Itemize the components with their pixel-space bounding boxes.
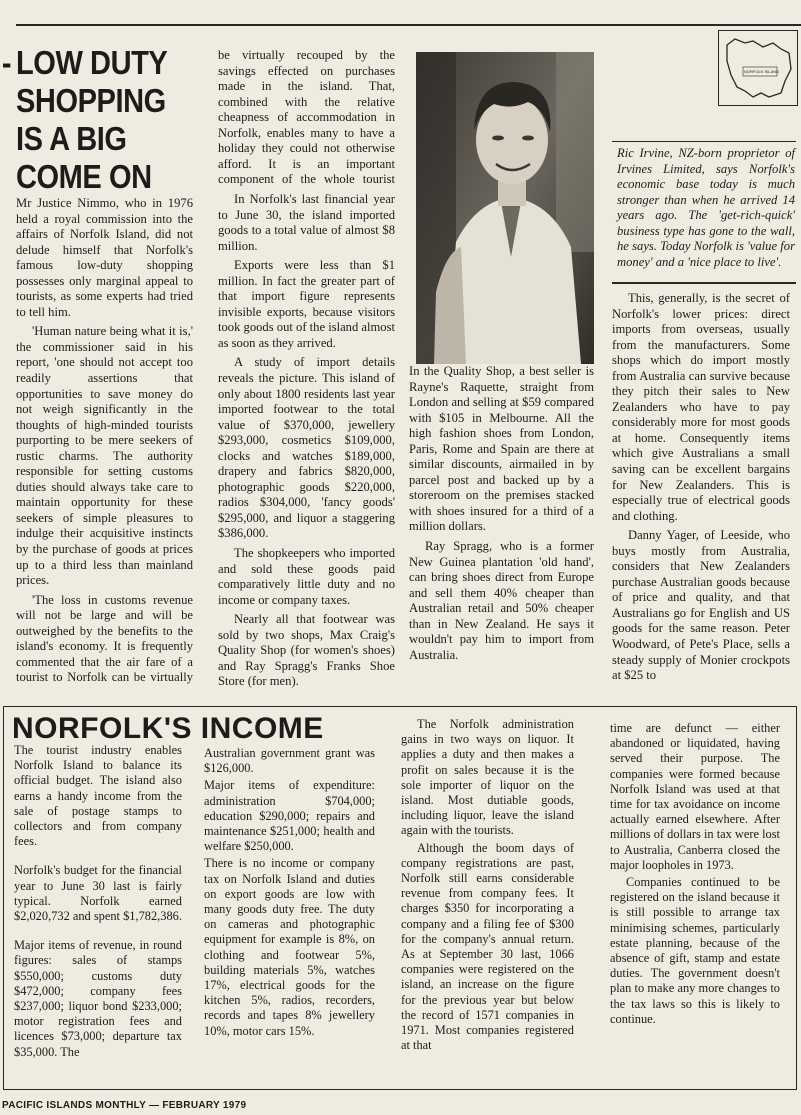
income-paragraph: The tourist industry enables Norfolk Island to balance its official budget. The island also earns a handy income from the sale of postage stamps to collectors and from company fees.	[14, 743, 182, 849]
headline-dash: -	[1, 44, 12, 81]
income-paragraph: Australian government grant was $126,000.	[204, 746, 375, 776]
income-column-4	[610, 721, 780, 1041]
article-paragraph: Nearly all that footwear was sold by two shops, Max Craig's Quality Shop (for women's shoes) and Ray Spragg's Franks Shoe Store (for men).	[218, 612, 395, 689]
article-column-2	[218, 48, 395, 694]
article-paragraph: The shopkeepers who imported and sold these goods paid comparatively little duty and no income or company taxes.	[218, 546, 395, 607]
article-paragraph: Exports were less than $1 million. In fact the greater part of that import figure represents invisible exports, because visitors took goods out of the island almost as soon as they arrived.	[218, 258, 396, 350]
page-footer: PACIFIC ISLANDS MONTHLY — FEBRUARY 1979	[2, 1100, 247, 1111]
income-paragraph: Major items of expenditure: administration $704,000; education $290,000; repairs and maintenance $251,000; health and welfare $250,000.	[204, 778, 375, 854]
article-paragraph: This, generally, is the secret of Norfolk's lower prices: direct imports from overseas, usually from the manufacturers. Some shops which do import mostly from Australia can survive because they pitch their sales to New Zealanders who have to pay considerably more for most goods at home. Consequently items which give Australians a small saving can be excellent bargains for New Zealanders. This is especially true of electrical goods and clothing.	[612, 291, 790, 523]
income-paragraph: There is no income or company tax on Norfolk Island and duties on export goods are low with many goods duty free. The duty on cameras and photographic equipment for example is 8%, on clothing and footwear 5%, building materials 5%, watches 17%, electrical goods for the kitchen 5%, radios, recorders, records and tapes 8% jewellery 10%, motor cars 15%.	[204, 856, 375, 1038]
article-paragraph: Mr Justice Nimmo, who in 1976 held a royal commission into the affairs of Norfolk Island, did not delude himself that Norfolk's famous low-duty shopping possesses only marginal appeal to tourists, as some experts had tried to tell him.	[16, 196, 193, 319]
portrait-photo-image	[416, 52, 594, 364]
income-paragraph: Although the boom days of company registrations are past, Norfolk still earns considerable revenue from company fees. It charges $350 for incorporating a company and a filing fee of $300 for the company's annual return. As at September 30 last, 1066 companies were registered on the island, an increase on the figure for the previous year but below the record of 1571 companies in 1971. Most companies registered at that	[401, 840, 574, 1053]
photo-caption-text: In the Quality Shop, a best seller is Rayne's Raquette, straight from London and selling at $59 compared with $105 in Melbourne. All the high fashion shoes from London, Paris, Rome and Spain are there at similar discounts, airmailed in by parcel post and backed up by a storeroom on the premises stacked with shoes insured for a third of a million dollars.	[409, 364, 594, 534]
article-paragraph: Danny Yager, of Leeside, who buys mostly from Australia, considers that New Zealanders purchase Australian goods because of price and quality, and that Australians go for English and US goods for the same reason. Peter Woodward, of Pete's Place, sells a steady supply of Monier crockpots at $25 to	[612, 528, 790, 683]
income-paragraph: time are defunct — either abandoned or liquidated, having served their purpose. The companies were formed because Norfolk Island was used at that time for tax avoidance on income actually earned elsewhere. After millions of dollars in tax were lost to Australia, Canberra closed the major loopholes in 1973.	[610, 721, 781, 872]
income-column-3	[401, 717, 574, 1067]
income-paragraph: Major items of revenue, in round figures: sales of stamps $550,000; customs duty $472,000; company fees $237,000; liquor bond $233,000; motor registration fees and licences $73,000; departure tax $35,000. The	[14, 938, 182, 1059]
norfolk-island-map-icon	[719, 31, 797, 105]
income-paragraph: Companies continued to be registered on the island because it is still possible to arrange tax minimising schemes, particularly estate planning, because of the absence of gift, stamp and estate duties. The government doesn't plan to make any more changes to the tax laws so this is likely to continue.	[610, 875, 780, 1026]
map-label: NORFOLK ISLAND	[744, 69, 779, 74]
article-paragraph: 'The loss in customs revenue will not be large and will be outweighed by the benefits to the island's economy. It is frequently commented that the air fare of a tourist to Norfolk can be virtually	[16, 592, 193, 685]
pull-quote-rule-top	[612, 141, 796, 142]
headline	[1, 44, 192, 196]
income-column-2	[204, 746, 375, 1053]
article-paragraph: 'Human nature being what it is,' the commissioner said in his report, 'one should not accept too readily assertions that opportunities to save money do not weigh significantly in the thoughts of high-minded tourists purporting to be mere seekers of rustic charms. The authority responsible for setting customs duties should always take care to maintain opportunity for these seekers of simple pleasures to indulge their acquisitive instincts by the purchase of goods at prices up to a third less than mainland prices.	[16, 324, 193, 588]
income-paragraph: The Norfolk administration gains in two ways on liquor. It applies a duty and then makes a profit on sales because it is the sole importer of liquor on the island. Most dutiable goods, including liquor, leave the island again with the tourists.	[401, 717, 574, 838]
pull-quote: Ric Irvine, NZ-born proprietor of Irvines Limited, says Norfolk's economic base today is much stronger than when he arrived 14 years ago. The 'get-rich-quick' business type has gone to the wall, he says. Today Norfolk is 'value for money' and a 'nice place to live'.	[617, 146, 795, 269]
pull-quote-rule-bottom	[612, 282, 796, 284]
headline-text: LOW DUTY SHOPPING IS A BIG COME ON	[16, 44, 167, 195]
article-paragraph: In Norfolk's last financial year to June 30, the island imported goods to a total value of almost $8 million.	[218, 192, 395, 253]
article-column-1	[16, 196, 193, 690]
income-column-1	[14, 743, 182, 1074]
income-title: NORFOLK'S INCOME	[12, 712, 324, 745]
article-paragraph: Ray Spragg, who is a former New Guinea plantation 'old hand', can bring shoes direct from Europe and sell them 40% cheaper than Australian retail and 50% cheaper than in New Zealand. He says it wouldn't pay him to import from Australia.	[409, 539, 594, 662]
article-paragraph: A study of import details reveals the picture. This island of only about 1800 residents last year imported footwear to the total value of $370,000, jewellery $293,000, cosmetics $109,000, clocks and watches $189,000, drapery and fabrics $820,000, photographic goods $220,000, radios $304,000, 'fancy goods' $295,000, and liquor a staggering $386,000.	[218, 355, 395, 541]
norfolk-map	[718, 30, 798, 106]
photo-caption	[409, 364, 594, 667]
article-column-4	[612, 291, 790, 688]
income-paragraph: Norfolk's budget for the financial year to June 30 last is fairly typical. Norfolk earned $2,020,732 and spent $1,782,386.	[14, 863, 182, 924]
portrait-photo	[416, 52, 594, 364]
article-paragraph-continued: be virtually recouped by the savings effected on purchases made in the island. That, combined with the relative cheapness of accommodation in Norfolk, enables many to have a holiday they could not otherwise afford. It is an important component of the whole tourist	[218, 48, 395, 187]
top-rule	[16, 24, 801, 26]
